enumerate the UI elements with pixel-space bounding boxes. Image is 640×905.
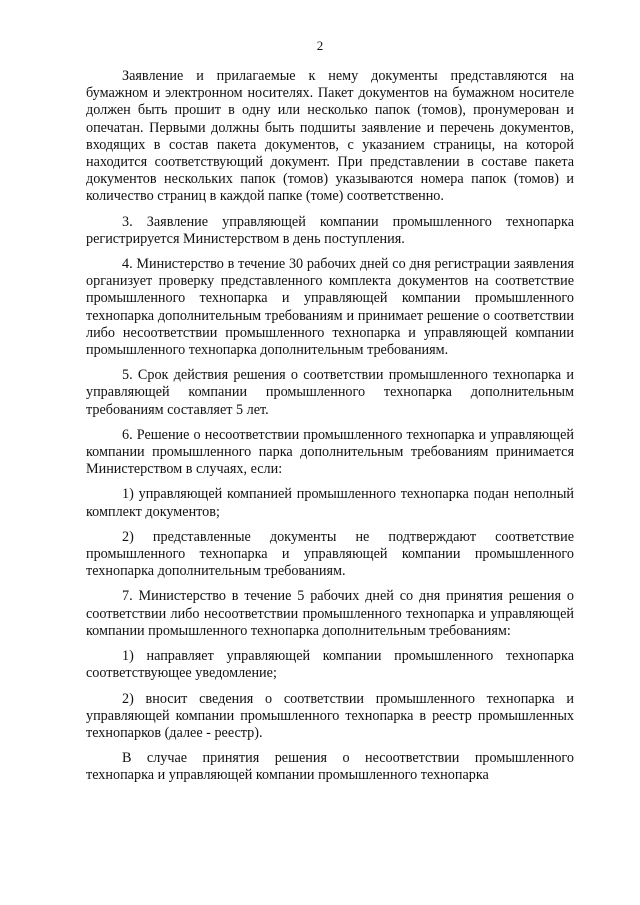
- paragraph-negative-decision: В случае принятия решения о несоответствии промышленного технопарка и управляющей компании промышленного технопарка: [86, 750, 574, 784]
- paragraph-7-ministry-actions: 7. Министерство в течение 5 рабочих дней со дня принятия решения о соответствии либо несоответствии промышленного технопарка и управляющей компании промышленного технопарка дополнительным требованиям:: [86, 588, 574, 639]
- page-number: 2: [316, 38, 324, 53]
- paragraph-4-verification: 4. Министерство в течение 30 рабочих дней со дня регистрации заявления организует проверку представленного комплекта документов на соответствие промышленного технопарка и управляющей компании промышленного технопарка дополнительным требованиям и принимает решение о соответствии либо несоответствии промышленного технопарка и управляющей компании промышленного технопарка дополнительным требованиям.: [86, 256, 574, 359]
- paragraph-submission-format: Заявление и прилагаемые к нему документы представляются на бумажном и электронном носителях. Пакет документов на бумажном носителе должен быть прошит в одну или несколько папок (томов), пронумерован и опечатан. Первыми должны быть подшиты заявление и перечень документов, входящих в состав пакета документов, с указанием страницы, на которой находится соответствующий документ. При представлении в составе пакета документов нескольких папок (томов) указываются номера папок (томов) и количество страниц в каждой папке (томе) соответственно.: [86, 68, 574, 205]
- paragraph-5-validity-period: 5. Срок действия решения о соответствии промышленного технопарка и управляющей компании промышленного технопарка дополнительным требованиям составляет 5 лет.: [86, 367, 574, 418]
- paragraph-6-item-1: 1) управляющей компанией промышленного технопарка подан неполный комплект документов;: [86, 486, 574, 520]
- document-body: [86, 68, 574, 793]
- paragraph-6-non-compliance-cases: 6. Решение о несоответствии промышленного технопарка и управляющей компании промышленного парка дополнительным требованиям принимается Министерством в случаях, если:: [86, 426, 574, 478]
- paragraph-6-item-2: 2) представленные документы не подтверждают соответствие промышленного технопарка и управляющей компании промышленного технопарка дополнительным требованиям.: [86, 528, 574, 580]
- paragraph-3-registration: 3. Заявление управляющей компании промышленного технопарка регистрируется Министерством в день поступления.: [86, 213, 574, 247]
- paragraph-7-item-1: 1) направляет управляющей компании промышленного технопарка соответствующее уведомление;: [86, 648, 574, 682]
- paragraph-7-item-2: 2) вносит сведения о соответствии промышленного технопарка и управляющей компании промышленного технопарка в реестр промышленных технопарков (далее - реестр).: [86, 690, 574, 741]
